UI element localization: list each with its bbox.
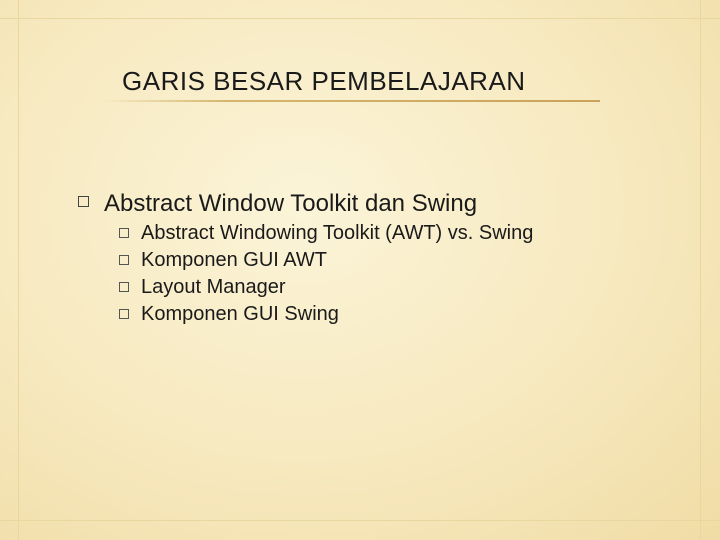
title-area — [100, 64, 600, 102]
sub-bullet-item — [0, 301, 720, 328]
frame-line-top — [0, 18, 720, 19]
title-underline — [100, 100, 600, 102]
sub-bullet-text: Komponen GUI Swing — [141, 303, 339, 325]
sub-bullet-text: Layout Manager — [141, 276, 286, 298]
sub-bullet-item — [0, 247, 720, 274]
square-bullet-icon — [119, 282, 129, 292]
sub-bullet-text: Abstract Windowing Toolkit (AWT) vs. Swing — [141, 222, 534, 244]
sub-bullet-text: Komponen GUI AWT — [141, 249, 327, 271]
bullet-list — [0, 186, 720, 325]
square-bullet-icon — [119, 228, 129, 238]
square-bullet-icon — [119, 309, 129, 319]
slide-title: GARIS BESAR PEMBELAJARAN — [122, 66, 526, 96]
bullet-text: Abstract Window Toolkit dan Swing — [104, 190, 478, 217]
sub-bullet-list — [0, 220, 720, 328]
square-bullet-icon — [78, 196, 89, 207]
square-bullet-icon — [119, 255, 129, 265]
bullet-item — [0, 186, 720, 222]
frame-line-bottom — [0, 520, 720, 521]
sub-bullet-item — [0, 274, 720, 301]
sub-bullet-item — [0, 220, 720, 247]
